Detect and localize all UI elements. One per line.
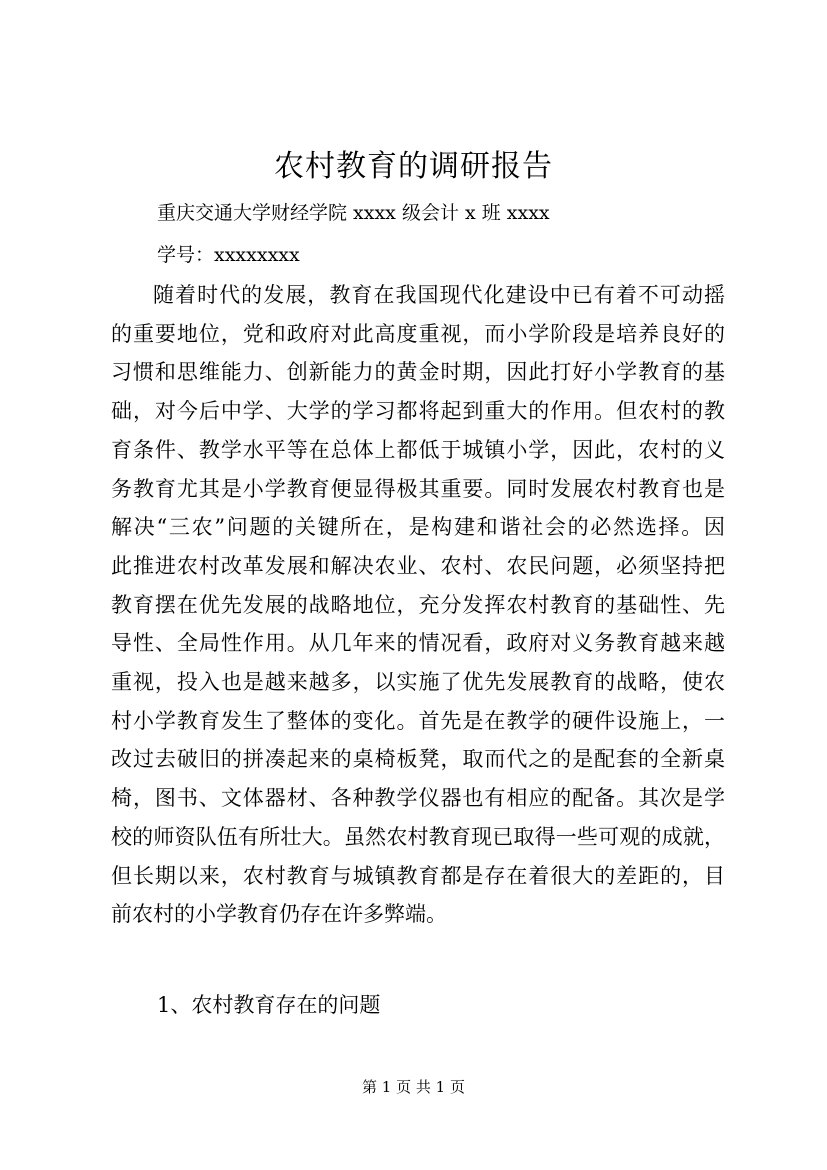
paragraph-line: 重视，投入也是越来越多，以实施了优先发展教育的战略，使农 — [111, 670, 725, 695]
paragraph-line: 改过去破旧的拼凑起来的桌椅板凳，取而代之的是配套的全新桌 — [111, 747, 725, 772]
paragraph-line: 育条件、教学水平等在总体上都低于城镇小学，因此，农村的义 — [111, 437, 725, 462]
author-line: 重庆交通大学财经学院 xxxx 级会计 x 班 xxxx — [157, 202, 550, 224]
paragraph-line: 前农村的小学教育仍存在许多弊端。 — [111, 902, 447, 927]
student-id-line: 学号：xxxxxxxx — [157, 244, 300, 266]
body-paragraph — [111, 276, 725, 934]
paragraph-line: 但长期以来，农村教育与城镇教育都是存在着很大的差距的，目 — [111, 863, 725, 888]
paragraph-line: 椅，图书、文体器材、各种教学仪器也有相应的配备。其次是学 — [111, 786, 725, 811]
paragraph-line: 随着时代的发展，教育在我国现代化建设中已有着不可动摇 — [153, 283, 725, 307]
paragraph-line: 的重要地位，党和政府对此高度重视，而小学阶段是培养良好的 — [111, 321, 725, 346]
section-heading: 1、农村教育存在的问题 — [157, 993, 381, 1017]
paragraph-line: 校的师资队伍有所壮大。虽然农村教育现已取得一些可观的成就， — [111, 824, 725, 849]
paragraph-line: 解决“三农”问题的关键所在，是构建和谐社会的必然选择。因 — [111, 515, 725, 540]
paragraph-line: 础，对今后中学、大学的学习都将起到重大的作用。但农村的教 — [111, 399, 725, 424]
paragraph-line: 此推进农村改革发展和解决农业、农村、农民问题，必须坚持把 — [111, 553, 725, 578]
document-title: 农村教育的调研报告 — [274, 149, 553, 184]
page-indicator: 第 1 页 共 1 页 — [362, 1078, 465, 1096]
paragraph-line: 习惯和思维能力、创新能力的黄金时期，因此打好小学教育的基 — [111, 360, 725, 385]
paragraph-line: 务教育尤其是小学教育便显得极其重要。同时发展农村教育也是 — [111, 476, 725, 501]
paragraph-line: 教育摆在优先发展的战略地位，充分发挥农村教育的基础性、先 — [111, 592, 725, 617]
paragraph-line: 村小学教育发生了整体的变化。首先是在教学的硬件设施上，一 — [111, 708, 725, 733]
paragraph-line: 导性、全局性作用。从几年来的情况看，政府对义务教育越来越 — [111, 631, 725, 656]
